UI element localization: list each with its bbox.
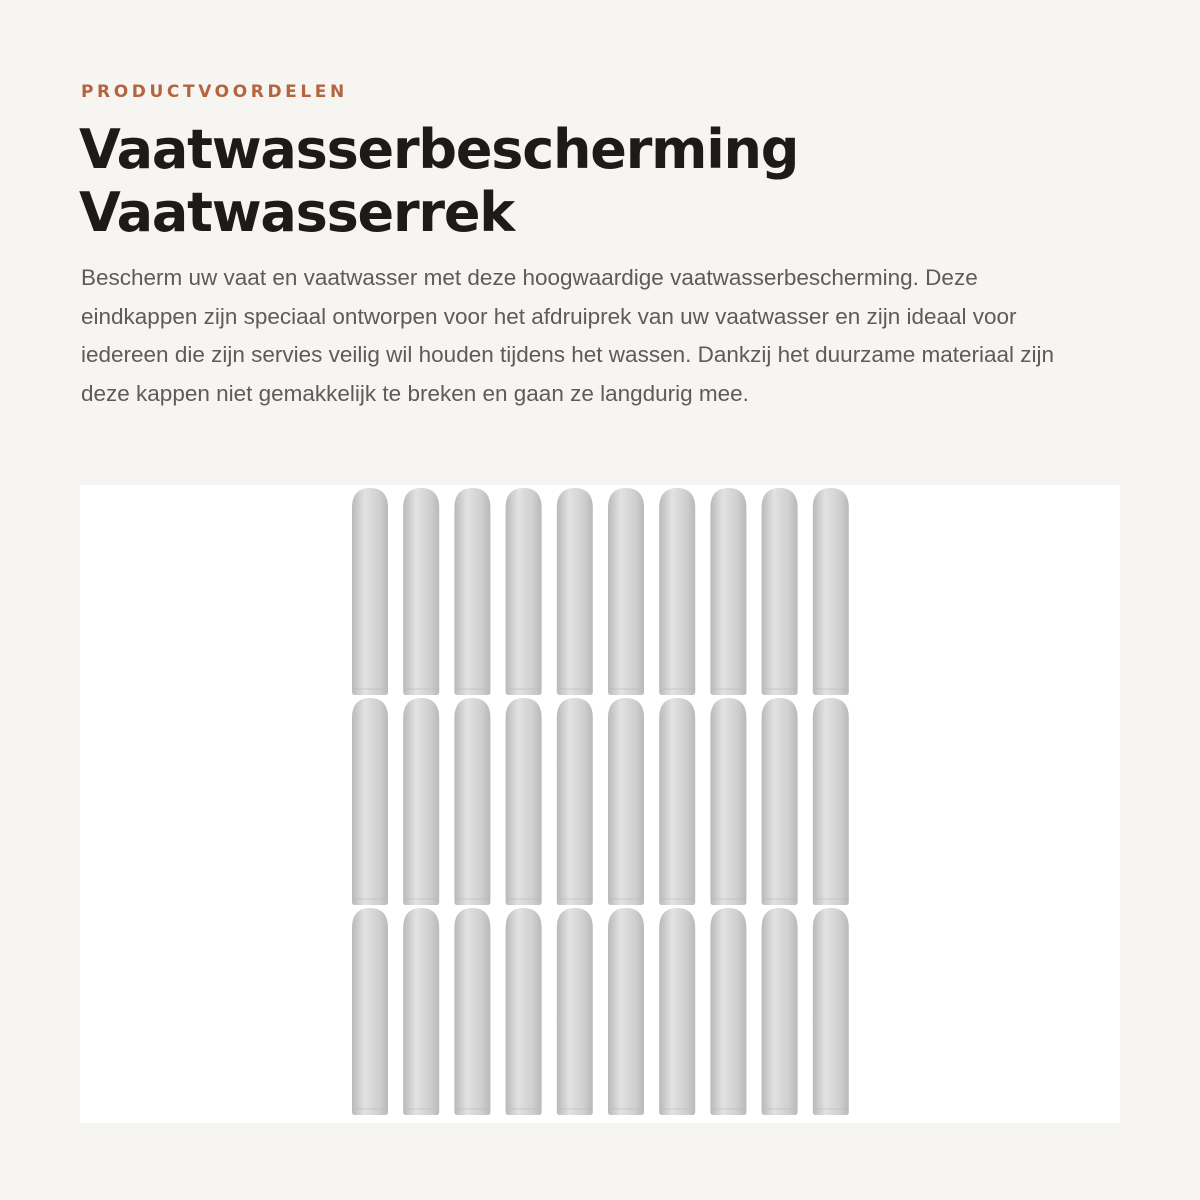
end-cap [659, 698, 695, 905]
end-cap [608, 908, 644, 1115]
end-cap [762, 488, 798, 695]
end-cap [813, 698, 849, 905]
end-cap [813, 488, 849, 695]
end-cap [557, 698, 593, 905]
end-cap [506, 488, 542, 695]
end-cap-body [403, 908, 439, 1115]
end-cap [710, 908, 746, 1115]
end-cap-body [659, 698, 695, 905]
end-cap-body [352, 908, 388, 1115]
end-cap [659, 908, 695, 1115]
end-cap-body [710, 698, 746, 905]
end-cap-body [608, 698, 644, 905]
product-description: Bescherm uw vaat en vaatwasser met deze hoogwaardige vaatwasserbescherming. Deze eindkappen zijn speciaal ontworpen voor het afdruiprek van uw vaatwasser en zijn ideaal voor iedereen die zijn servies veilig wil houden tijdens het wassen. Dankzij het duurzame materiaal zijn deze kappen niet gemakkelijk te breken en gaan ze langdurig mee. [81, 265, 1055, 406]
end-cap-body [608, 908, 644, 1115]
product-image [80, 485, 1120, 1123]
page-title-line-2: Vaatwasserrek [79, 181, 514, 244]
page-title [79, 118, 1079, 244]
end-cap [762, 908, 798, 1115]
end-cap-body [454, 908, 490, 1115]
end-cap [454, 488, 490, 695]
end-cap [454, 908, 490, 1115]
end-cap [608, 698, 644, 905]
end-cap [557, 488, 593, 695]
end-cap [454, 698, 490, 905]
end-cap [710, 698, 746, 905]
end-cap [813, 908, 849, 1115]
end-cap-body [454, 698, 490, 905]
end-cap-body [813, 698, 849, 905]
end-cap-body [659, 488, 695, 695]
end-cap [403, 488, 439, 695]
end-cap-body [813, 488, 849, 695]
end-cap-body [762, 908, 798, 1115]
end-cap [403, 698, 439, 905]
end-cap-body [506, 698, 542, 905]
end-cap [352, 488, 388, 695]
end-cap-body [557, 698, 593, 905]
end-cap-body [557, 488, 593, 695]
end-cap-body [659, 908, 695, 1115]
end-cap [710, 488, 746, 695]
end-cap [608, 488, 644, 695]
end-cap-body [762, 698, 798, 905]
end-caps-illustration [80, 485, 1120, 1123]
page-title-line-1: Vaatwasserbescherming [79, 118, 799, 181]
end-cap-body [710, 908, 746, 1115]
end-cap-body [403, 698, 439, 905]
end-cap [506, 698, 542, 905]
end-cap-body [762, 488, 798, 695]
end-cap-body [557, 908, 593, 1115]
end-cap [352, 698, 388, 905]
section-eyebrow: PRODUCTVOORDELEN [81, 82, 348, 102]
end-cap-body [608, 488, 644, 695]
end-cap-body [352, 488, 388, 695]
end-cap-body [352, 698, 388, 905]
end-cap [557, 908, 593, 1115]
end-cap [403, 908, 439, 1115]
end-cap-body [506, 908, 542, 1115]
end-cap [352, 908, 388, 1115]
end-cap [762, 698, 798, 905]
end-cap-body [454, 488, 490, 695]
end-cap-body [506, 488, 542, 695]
end-cap-body [403, 488, 439, 695]
end-cap-body [813, 908, 849, 1115]
end-cap [659, 488, 695, 695]
end-cap-body [710, 488, 746, 695]
end-cap [506, 908, 542, 1115]
